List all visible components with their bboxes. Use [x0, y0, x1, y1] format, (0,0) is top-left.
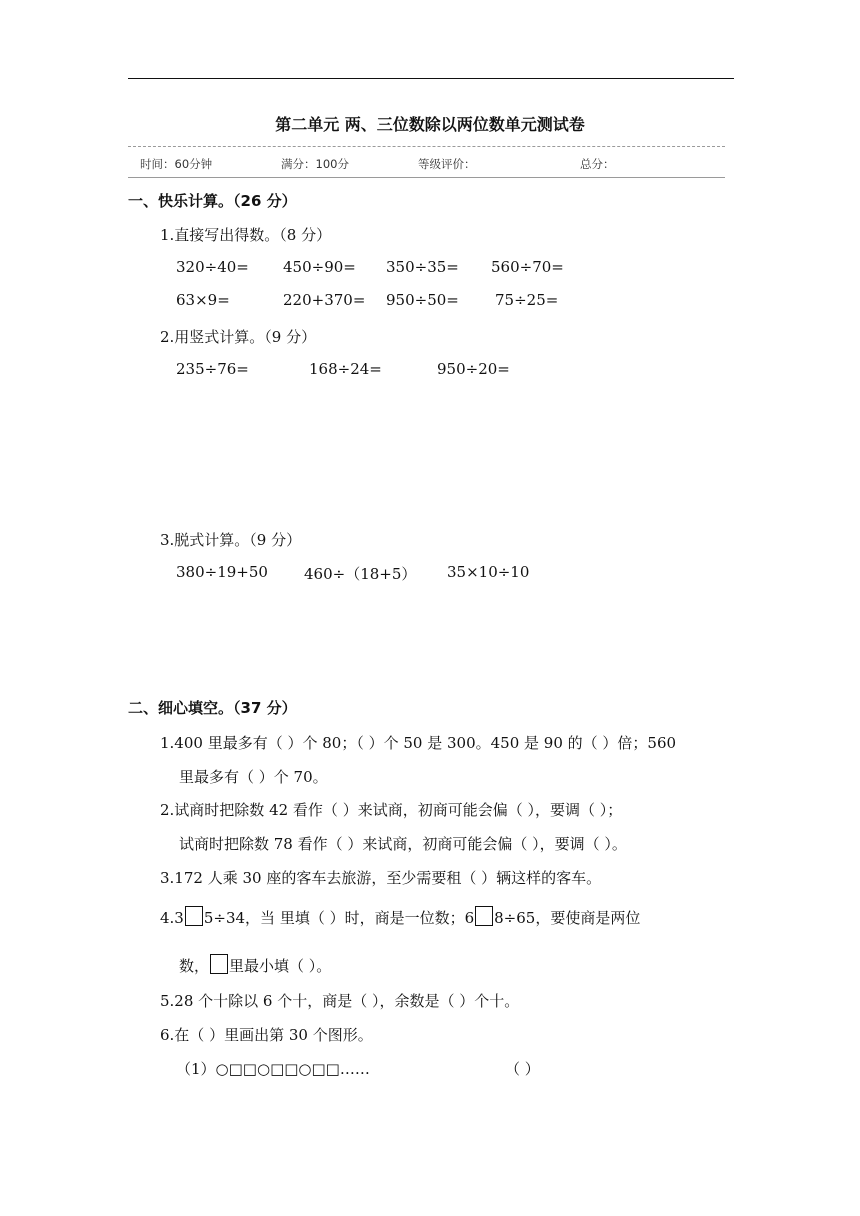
digit-blank-box	[210, 954, 228, 974]
section1-heading: 一、快乐计算。（26 分）	[128, 192, 297, 210]
step-calc-item: 460÷（18+5）	[304, 565, 417, 583]
s1-q1-title: 1.直接写出得数。（8 分）	[160, 226, 332, 244]
calc-item: 950÷50=	[386, 291, 459, 309]
calc-item: 560÷70=	[491, 258, 564, 276]
digit-blank-box	[475, 906, 493, 926]
digit-blank-box	[185, 906, 203, 926]
step-calc-item: 35×10÷10	[447, 563, 530, 581]
s2-q4-line2	[179, 954, 331, 976]
top-rule	[128, 78, 734, 79]
s2-q4-part-b: 5÷34，当 里填（ ）时，商是一位数；6	[203, 909, 475, 927]
s2-q1-line1: 1.400 里最多有（ ）个 80；（ ）个 50 是 300。450 是 90 的（ ）倍；560	[160, 734, 677, 752]
s2-q2-line1: 2.试商时把除数 42 看作（ ）来试商，初商可能会偏（ ），要调（ ）；	[160, 801, 623, 819]
calc-item: 63×9=	[176, 291, 230, 309]
s2-q1-line2: 里最多有（ ）个 70。	[179, 768, 328, 786]
s2-q5: 5.28 个十除以 6 个十，商是（ ），余数是（ ）个十。	[160, 992, 520, 1010]
s2-q3: 3.172 人乘 30 座的客车去旅游，至少需要租（ ）辆这样的客车。	[160, 869, 602, 887]
s2-q4-part-a: 4.3	[160, 909, 184, 927]
calc-item: 350÷35=	[386, 258, 459, 276]
info-top-divider	[128, 146, 725, 147]
info-bottom-divider	[128, 177, 725, 178]
s2-q4-line2-a: 数，	[179, 957, 210, 975]
vertical-calc-item: 950÷20=	[437, 360, 510, 378]
calc-item: 450÷90=	[283, 258, 356, 276]
s2-q4-part-c: 8÷65，要使商是两位	[494, 909, 641, 927]
s1-q3-title: 3.脱式计算。（9 分）	[160, 531, 302, 549]
s2-q6-sub: （1）○□□○□□○□□……	[176, 1060, 370, 1078]
calc-item: 220+370=	[283, 291, 366, 309]
info-time: 时间：60分钟	[140, 157, 213, 171]
info-grade: 等级评价：	[418, 157, 476, 171]
info-full-score: 满分：100分	[281, 157, 349, 171]
s2-q6: 6.在（ ）里画出第 30 个图形。	[160, 1026, 373, 1044]
s2-q4-line2-b: 里最小填（ ）。	[229, 957, 332, 975]
section2-heading: 二、细心填空。（37 分）	[128, 699, 297, 717]
s2-q2-line2: 试商时把除数 78 看作（ ）来试商，初商可能会偏（ ），要调（ ）。	[179, 835, 627, 853]
calc-item: 320÷40=	[176, 258, 249, 276]
vertical-calc-item: 168÷24=	[309, 360, 382, 378]
s2-q4-line1	[160, 906, 640, 928]
s2-q6-answer-blank: （ ）	[505, 1060, 540, 1078]
calc-item: 75÷25=	[495, 291, 559, 309]
vertical-calc-item: 235÷76=	[176, 360, 249, 378]
info-total: 总分：	[580, 157, 615, 171]
page-title: 第二单元 两、三位数除以两位数单元测试卷	[275, 115, 585, 134]
s1-q2-title: 2.用竖式计算。（9 分）	[160, 328, 317, 346]
step-calc-item: 380÷19+50	[176, 563, 268, 581]
